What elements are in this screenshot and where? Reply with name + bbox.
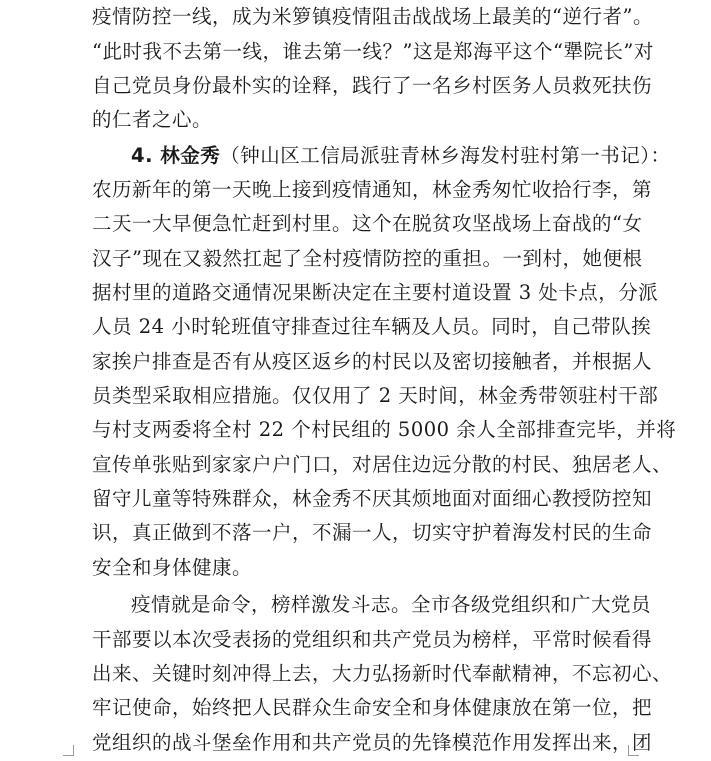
paragraph-1-line-3: 自己党员身份最朴实的诠释，践行了一名乡村医务人员救死扶伤: [92, 74, 653, 97]
paragraph-1-line-1: 疫情防控一线，成为米箩镇疫情阻击战战场上最美的“逆行者”。: [92, 5, 653, 28]
paragraph-2-line-11: 留守儿童等特殊群众，林金秀不厌其烦地面对面细心教授防控知: [92, 487, 653, 510]
paragraph-1-line-4: 的仁者之心。: [92, 108, 213, 131]
margin-corner-mark-right: [628, 745, 639, 756]
paragraph-2-line-2: 农历新年的第一天晚上接到疫情通知，林金秀匆忙收拾行李，第: [92, 178, 653, 201]
paragraph-2-line-1: [131, 141, 671, 171]
margin-corner-mark-left: [63, 745, 74, 756]
paragraph-2-line-3: 二天一大早便急忙赶到村里。这个在脱贫攻坚战场上奋战的“女: [92, 212, 643, 235]
paragraph-2-line-8: 员类型采取相应措施。仅仅用了 2 天时间，林金秀带领驻村干部: [92, 384, 659, 407]
paragraph-2-line-10: 宣传单张贴到家家户户门口，对居住边远分散的村民、独居老人、: [92, 453, 673, 476]
paragraph-2-line-7: 家挨户排查是否有从疫区返乡的村民以及密切接触者，并根据人: [92, 350, 653, 373]
paragraph-2-line-6: 人员 24 小时轮班值守排查过往车辆及人员。同时，自己带队挨: [92, 315, 652, 338]
paragraph-2-line-12: 识，真正做到不落一户，不漏一人，切实守护着海发村民的生命: [92, 521, 653, 544]
paragraph-1-line-2: “此时我不去第一线，谁去第一线？”这是郑海平这个“犟院长”对: [92, 40, 654, 63]
section-heading-description: （钟山区工信局派驻青林乡海发村驻村第一书记）：: [220, 144, 671, 167]
paragraph-3-line-4: 牢记使命，始终把人民群众生命安全和身体健康放在第一位，把: [92, 696, 653, 719]
paragraph-2-line-5: 据村里的道路交通情况果断决定在主要村道设置 3 处卡点，分派: [92, 281, 659, 304]
paragraph-2-line-13: 安全和身体健康。: [92, 556, 253, 579]
paragraph-2-line-9: 与村支两委将全村 22 个村民组的 5000 余人全部排查完毕，并将: [92, 418, 677, 441]
paragraph-3-line-5: 党组织的战斗堡垒作用和共产党员的先锋模范作用发挥出来，团: [92, 731, 653, 754]
paragraph-3-line-3: 出来、关键时刻冲得上去，大力弘扬新时代奉献精神，不忘初心、: [92, 662, 673, 685]
section-heading: 4. 林金秀: [131, 144, 221, 167]
paragraph-2-line-4: 汉子”现在又毅然扛起了全村疫情防控的重担。一到村，她便根: [92, 247, 643, 270]
paragraph-3-line-1: 疫情就是命令，榜样激发斗志。全市各级党组织和广大党员: [131, 593, 652, 616]
paragraph-3-line-2: 干部要以本次受表扬的党组织和共产党员为榜样，平常时候看得: [92, 628, 653, 651]
